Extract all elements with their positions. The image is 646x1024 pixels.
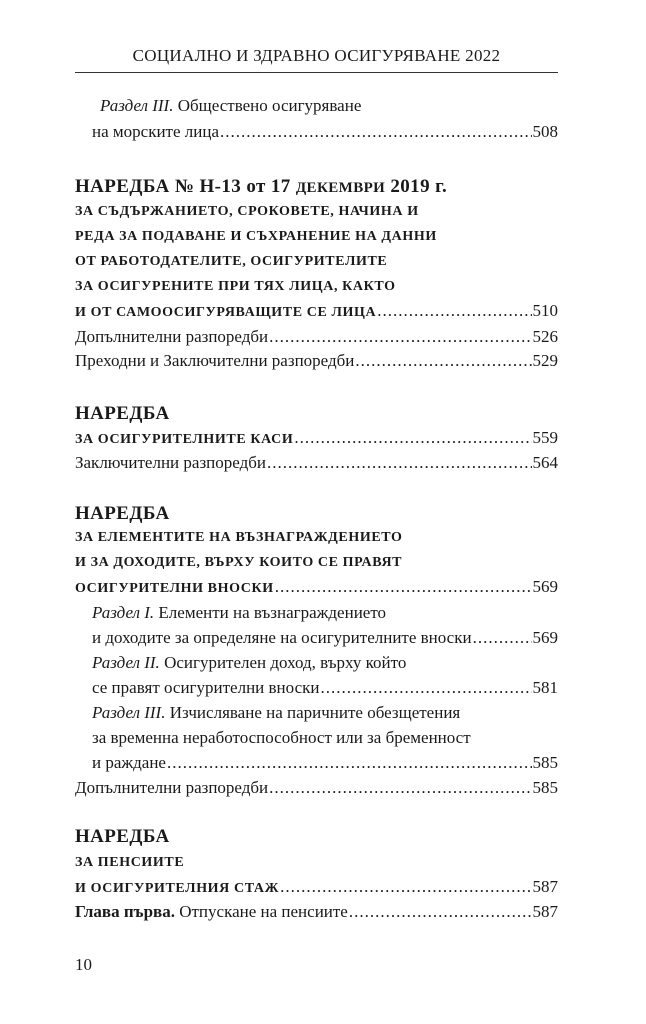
subtitle-line: РЕДА ЗА ПОДАВАНЕ И СЪХРАНЕНИЕ НА ДАННИ [75, 229, 437, 244]
entry-title: на морските лица [92, 122, 220, 141]
leader-dots [320, 678, 531, 698]
page-number: 10 [75, 955, 92, 974]
heading-regulation-n13[interactable] [75, 176, 558, 198]
toc-entry-additional-provisions[interactable] [75, 327, 558, 347]
toc-entry-insurance-contributions[interactable] [75, 577, 558, 597]
entry-title: И ОТ САМООСИГУРЯВАЩИТЕ СЕ ЛИЦА [75, 305, 377, 320]
heading-regulation-insurance-funds[interactable]: НАРЕДБА [75, 403, 170, 424]
leader-dots [220, 122, 531, 142]
toc-entry-pension-service[interactable] [75, 877, 558, 897]
subtitle-line: И ЗА ДОХОДИТЕ, ВЪРХУ КОИТО СЕ ПРАВЯТ [75, 555, 403, 570]
header-rule [75, 72, 558, 73]
toc-entry-section-2[interactable] [75, 653, 558, 673]
toc-entry-insurance-funds[interactable] [75, 428, 558, 448]
toc-entry-section-3-maritime[interactable] [75, 96, 558, 116]
leader-dots [294, 428, 531, 448]
heading-regulation-pensions[interactable]: НАРЕДБА [75, 826, 170, 847]
leader-dots [377, 301, 531, 321]
section-label: Раздел II. [92, 653, 160, 672]
page-ref: 569 [532, 628, 558, 647]
toc-entry-additional-provisions-2[interactable] [75, 778, 558, 798]
toc-entry-section-1[interactable] [75, 603, 558, 623]
page-ref: 581 [532, 678, 558, 697]
leader-dots [167, 753, 532, 773]
chapter-label: Глава първа. [75, 902, 175, 921]
heading-part: НАРЕДБА № Н-13 от 17 [75, 176, 296, 197]
toc-entry-section-3-cont: за временна неработоспособност или за бременност [92, 728, 471, 747]
page-ref: 529 [532, 351, 558, 370]
toc-entry-section-1-cont[interactable] [75, 628, 558, 648]
subtitle-line: ОТ РАБОТОДАТЕЛИТЕ, ОСИГУРИТЕЛИТЕ [75, 254, 388, 269]
entry-title: Осигурителен доход, върху който [159, 653, 407, 672]
toc-entry-chapter-1[interactable] [75, 902, 558, 922]
leader-dots [269, 327, 531, 347]
toc-entry-section-3[interactable] [75, 703, 558, 723]
page-ref: 587 [532, 877, 558, 896]
entry-title: и доходите за определяне на осигурителните вноски [92, 628, 472, 647]
entry-title: Допълнителни разпоредби [75, 327, 269, 346]
toc-entry-maritime-cont[interactable] [75, 122, 558, 142]
toc-entry-final-provisions[interactable] [75, 453, 558, 473]
leader-dots [280, 877, 531, 897]
leader-dots [275, 577, 532, 597]
page-ref: 587 [532, 902, 558, 921]
entry-title: Изчисляване на паричните обезщетения [165, 703, 461, 722]
toc-entry-section-2-cont[interactable] [75, 678, 558, 698]
subtitle-line: ЗА СЪДЪРЖАНИЕТО, СРОКОВЕТЕ, НАЧИНА И [75, 204, 419, 219]
running-header: СОЦИАЛНО И ЗДРАВНО ОСИГУРЯВАНЕ 2022 [132, 46, 501, 65]
entry-title: Отпускане на пенсиите [174, 902, 348, 921]
entry-title: се правят осигурителни вноски [92, 678, 320, 697]
page-ref: 585 [532, 753, 558, 772]
leader-dots [473, 628, 532, 648]
leader-dots [349, 902, 532, 922]
page-ref: 564 [532, 453, 558, 472]
heading-part: 2019 г. [385, 176, 448, 197]
page-ref: 585 [532, 778, 558, 797]
entry-title: ОСИГУРИТЕЛНИ ВНОСКИ [75, 581, 274, 596]
toc-entry-self-insured[interactable] [75, 301, 558, 321]
entry-title: И ОСИГУРИТЕЛНИЯ СТАЖ [75, 881, 280, 896]
section-label: Раздел III. [100, 96, 174, 115]
entry-title: и раждане [92, 753, 166, 772]
subtitle-line: ЗА ОСИГУРЕНИТЕ ПРИ ТЯХ ЛИЦА, КАКТО [75, 279, 396, 294]
entry-title: ЗА ОСИГУРИТЕЛНИТЕ КАСИ [75, 432, 294, 447]
subtitle-line: ЗА ПЕНСИИТЕ [75, 855, 185, 870]
page-ref: 569 [532, 577, 558, 596]
entry-title: Заключителни разпоредби [75, 453, 266, 472]
section-label: Раздел III. [92, 703, 166, 722]
leader-dots [269, 778, 531, 798]
leader-dots [267, 453, 532, 473]
page-ref: 510 [532, 301, 558, 320]
entry-title: Елементи на възнаграждението [154, 603, 387, 622]
toc-entry-section-3-end[interactable] [75, 753, 558, 773]
entry-title: Преходни и Заключителни разпоредби [75, 351, 355, 370]
section-label: Раздел I. [92, 603, 155, 622]
page-ref: 526 [532, 327, 558, 346]
heading-part: ДЕКЕМВРИ [295, 180, 386, 196]
toc-entry-transitional-provisions[interactable] [75, 351, 558, 371]
page-ref: 508 [532, 122, 558, 141]
page-ref: 559 [532, 428, 558, 447]
entry-title: Допълнителни разпоредби [75, 778, 269, 797]
subtitle-line: ЗА ЕЛЕМЕНТИТЕ НА ВЪЗНАГРАЖДЕНИЕТО [75, 530, 403, 545]
entry-title: Обществено осигуряване [173, 96, 362, 115]
leader-dots [355, 351, 531, 371]
heading-regulation-remuneration[interactable]: НАРЕДБА [75, 503, 170, 524]
